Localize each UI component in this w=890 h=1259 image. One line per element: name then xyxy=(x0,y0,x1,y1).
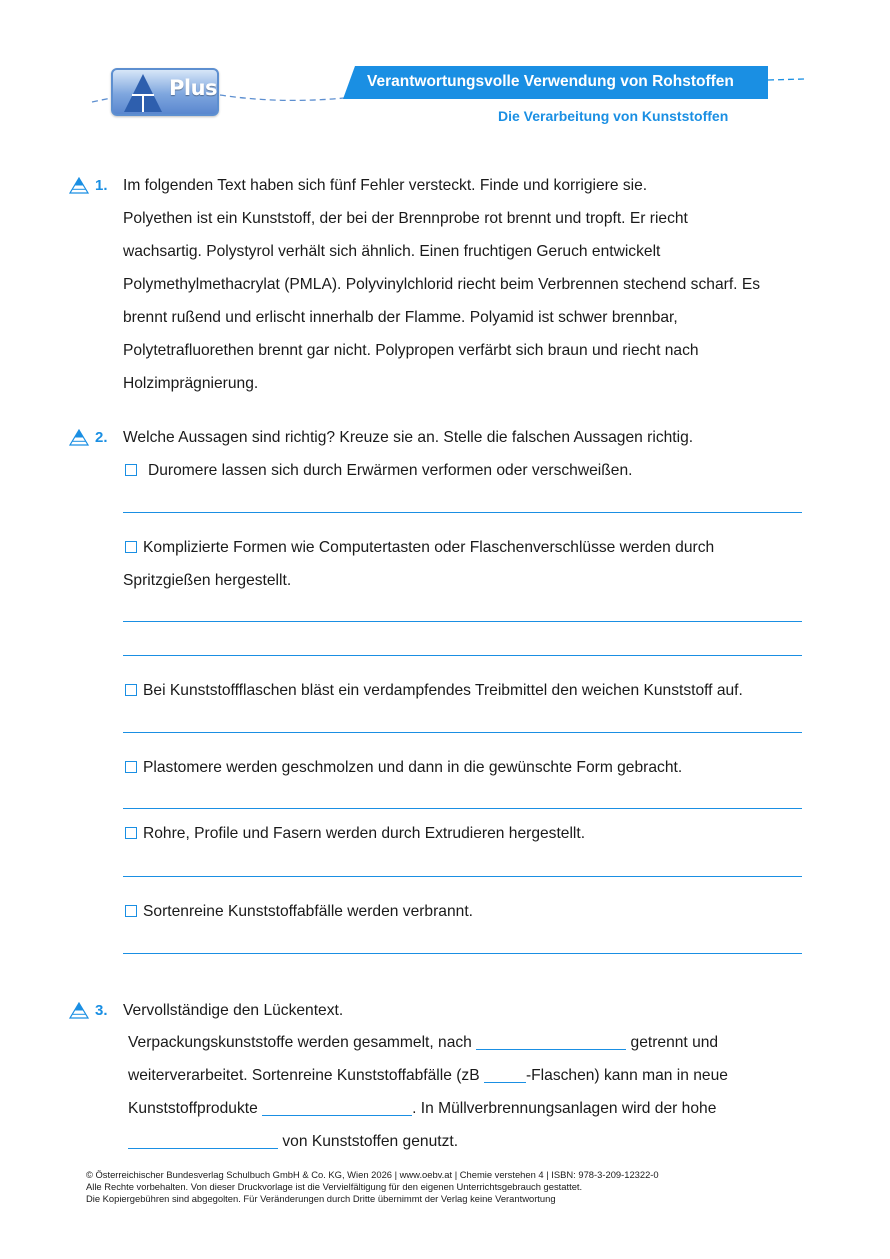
answer-line[interactable] xyxy=(123,655,802,656)
footer-rights: Alle Rechte vorbehalten. Von dieser Druckvorlage ist die Vervielfältigung für den eigenen Unterrichtsgebrauch gestattet. xyxy=(86,1181,583,1192)
text-line: brennt rußend und erlischt innerhalb der Flamme. Polyamid ist schwer brennbar, xyxy=(123,309,678,326)
gap-blank[interactable] xyxy=(262,1099,412,1116)
gap-text-line xyxy=(128,1026,718,1059)
gap-blank[interactable] xyxy=(484,1066,526,1083)
checkbox[interactable] xyxy=(125,464,137,476)
text-line: Polymethylmethacrylat (PMLA). Polyvinylchlorid riecht beim Verbrennen stechend scharf. Es xyxy=(123,276,761,293)
task-instruction: Vervollständige den Lückentext. xyxy=(123,1002,344,1019)
gap-text: weiterverarbeitet. Sortenreine Kunststoffabfälle (zB xyxy=(128,1067,480,1084)
statement-6 xyxy=(125,895,473,928)
gap-text: Verpackungskunststoffe werden gesammelt, nach xyxy=(128,1034,472,1051)
task-number: 2. xyxy=(95,429,108,446)
task-instruction: Im folgenden Text haben sich fünf Fehler versteckt. Finde und korrigiere sie. xyxy=(123,177,648,194)
gap-text-line xyxy=(128,1059,728,1092)
text-line: Holzimprägnierung. xyxy=(123,375,259,392)
answer-line[interactable] xyxy=(123,732,802,733)
footer-copyright: © Österreichischer Bundesverlag Schulbuch GmbH & Co. KG, Wien 2026 | www.oebv.at | Chemie verstehen 4 | ISBN: 978-3-209-12322-0 xyxy=(86,1169,659,1180)
gap-text: von Kunststoffen genutzt. xyxy=(282,1133,459,1150)
logo-text: Plus xyxy=(169,76,218,100)
checkbox[interactable] xyxy=(125,684,137,696)
answer-line[interactable] xyxy=(123,876,802,877)
statement-text: Bei Kunststoffflaschen bläst ein verdampfendes Treibmittel den weichen Kunststoff auf. xyxy=(143,682,743,699)
answer-line[interactable] xyxy=(123,512,802,513)
checkbox[interactable] xyxy=(125,827,137,839)
gap-text: . In Müllverbrennungsanlagen wird der hohe xyxy=(412,1100,717,1117)
gap-blank[interactable] xyxy=(476,1033,626,1050)
statement-text: Sortenreine Kunststoffabfälle werden verbrannt. xyxy=(143,903,473,920)
text-line: Polyethen ist ein Kunststoff, der bei der Brennprobe rot brennt und tropft. Er riecht xyxy=(123,210,688,227)
checkbox[interactable] xyxy=(125,541,137,553)
gap-text-line xyxy=(128,1092,716,1125)
statement-text: Duromere lassen sich durch Erwärmen verformen oder verschweißen. xyxy=(148,462,633,479)
statement-1 xyxy=(125,454,632,487)
statement-text-cont: Spritzgießen hergestellt. xyxy=(123,572,292,589)
task-number: 3. xyxy=(95,1002,108,1019)
statement-2 xyxy=(125,531,714,564)
answer-line[interactable] xyxy=(123,808,802,809)
answer-line[interactable] xyxy=(123,953,802,954)
answer-line[interactable] xyxy=(123,621,802,622)
statement-3 xyxy=(125,674,743,707)
statement-text: Komplizierte Formen wie Computertasten oder Flaschenverschlüsse werden durch xyxy=(143,539,715,556)
checkbox[interactable] xyxy=(125,905,137,917)
task-instruction: Welche Aussagen sind richtig? Kreuze sie an. Stelle die falschen Aussagen richtig. xyxy=(123,429,694,446)
gap-text: getrennt und xyxy=(630,1034,719,1051)
difficulty-icon xyxy=(69,177,89,194)
pyramid-icon xyxy=(123,73,163,113)
difficulty-icon xyxy=(69,1002,89,1019)
gap-text: Kunststoffprodukte xyxy=(128,1100,258,1117)
page-title: Verantwortungsvolle Verwendung von Rohstoffen xyxy=(367,73,734,90)
text-line: wachsartig. Polystyrol verhält sich ähnlich. Einen fruchtigen Geruch entwickelt xyxy=(123,243,661,260)
statement-text: Rohre, Profile und Fasern werden durch Extrudieren hergestellt. xyxy=(143,825,586,842)
footer-disclaimer: Die Kopiergebühren sind abgegolten. Für Veränderungen durch Dritte übernimmt der Verlag keine Verantwortung xyxy=(86,1193,556,1204)
statement-5 xyxy=(125,817,585,850)
gap-text: -Flaschen) kann man in neue xyxy=(525,1067,728,1084)
checkbox[interactable] xyxy=(125,761,137,773)
difficulty-icon xyxy=(69,429,89,446)
text-line: Polytetrafluorethen brennt gar nicht. Polypropen verfärbt sich braun und riecht nach xyxy=(123,342,699,359)
gap-blank[interactable] xyxy=(128,1132,278,1149)
gap-text-line xyxy=(128,1125,458,1158)
statement-text: Plastomere werden geschmolzen und dann in die gewünschte Form gebracht. xyxy=(143,759,683,776)
page-subtitle: Die Verarbeitung von Kunststoffen xyxy=(498,108,729,124)
statement-4 xyxy=(125,751,682,784)
task-number: 1. xyxy=(95,177,108,194)
plus-logo xyxy=(111,68,219,116)
